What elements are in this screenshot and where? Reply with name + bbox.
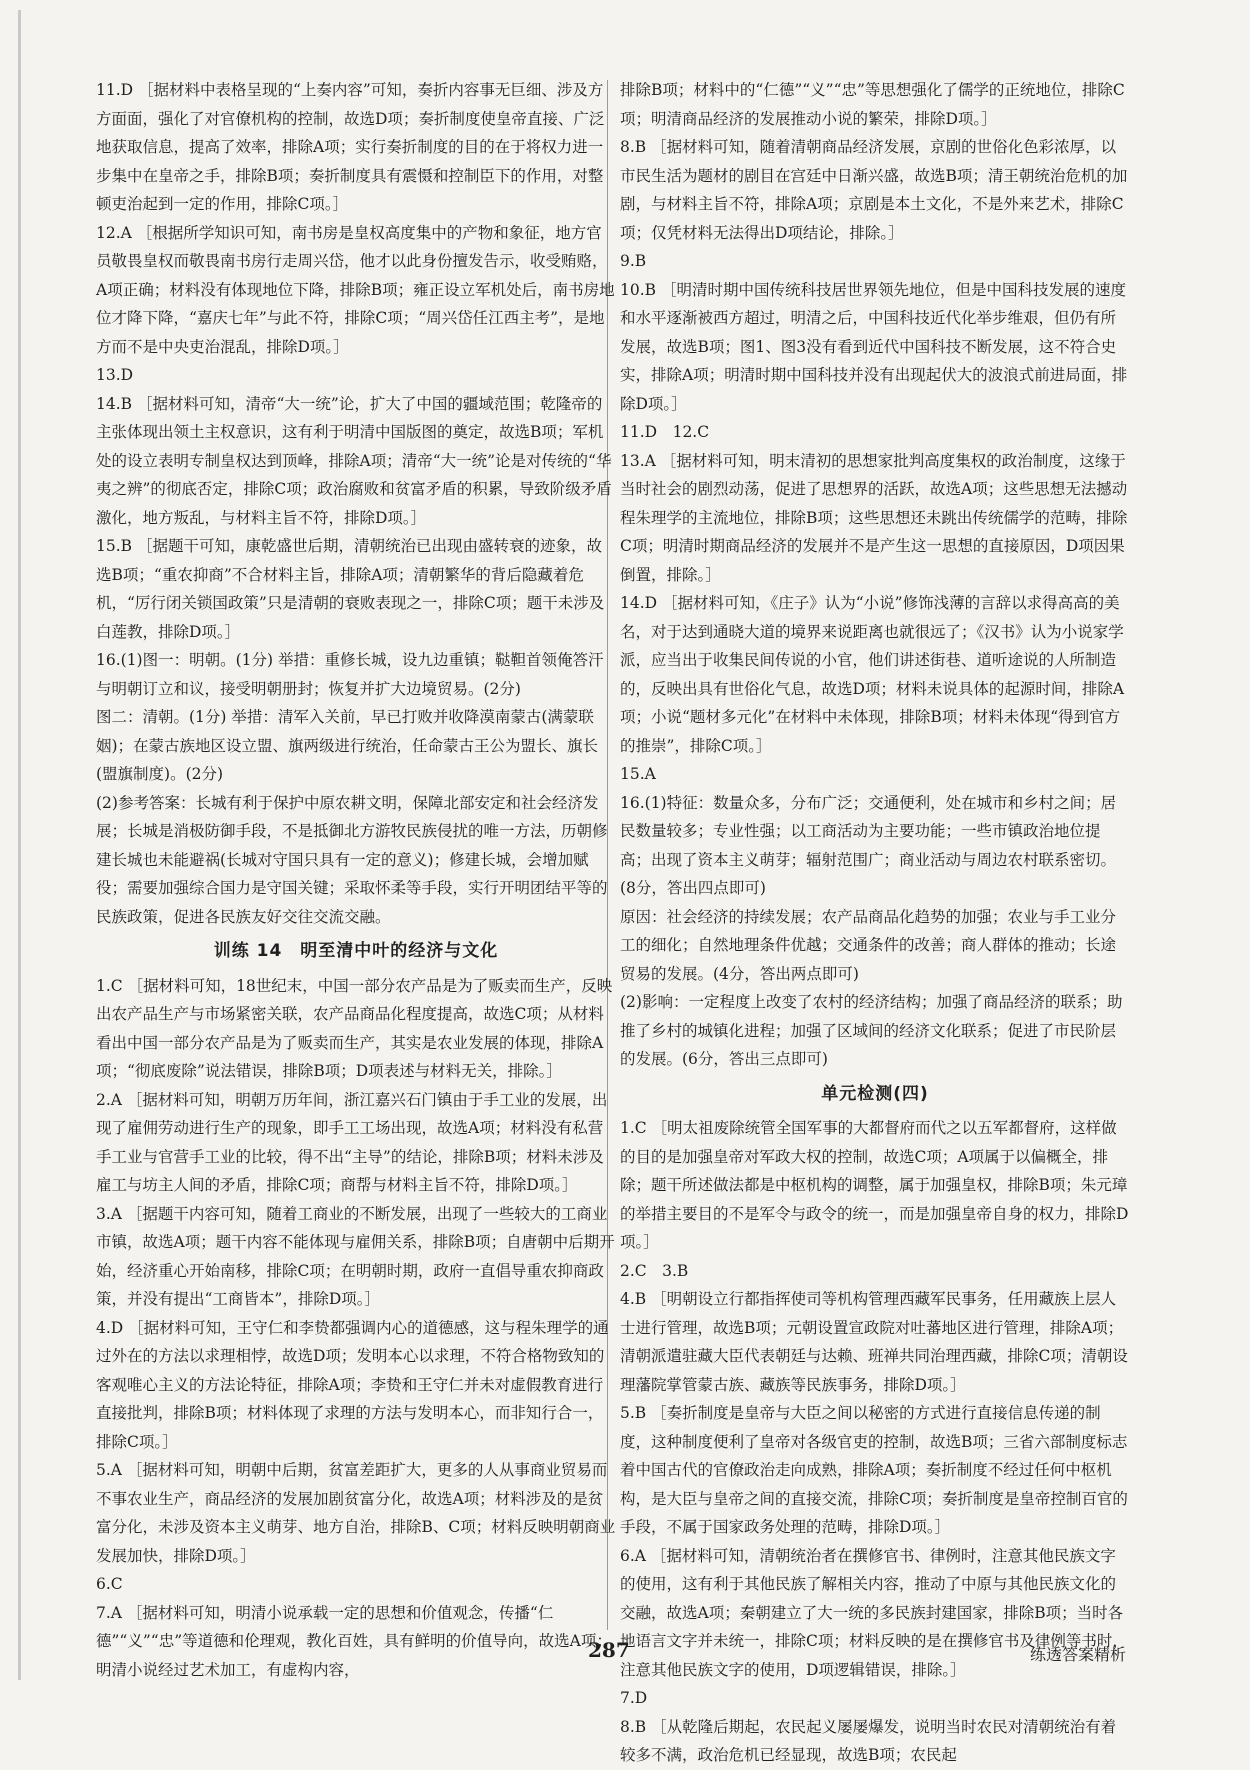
answer-item: 5.B ［奏折制度是皇帝与大臣之间以秘密的方式进行直接信息传递的制度，这种制度便利了皇帝对各级官吏的控制，故选B项；三省六部制度标志着中国古代的官僚政治走向成熟，排除A项；奏折制度不经过任何中枢机构，是大臣与皇帝之间的直接交流，排除C项；奏折制度是皇帝控制百官的手段，不属于国家政务处理的范畴，排除D项。］ bbox=[620, 1404, 1128, 1536]
answer-item: 14.D ［据材料可知，《庄子》认为“小说”修饰浅薄的言辞以求得高高的美名，对于达到通晓大道的境界来说距离也就很远了；《汉书》认为小说家学派，应当出于收集民间传说的小官，他们讲述街巷、道听途说的人所制造的，反映出具有世俗化气息，故选D项；材料未说具体的起源时间，排除A项；小说“题材多元化”在材料中未体现，排除B项；材料未体现“得到官方的推崇”，排除C项。］ bbox=[620, 594, 1125, 755]
answer-item: 4.B ［明朝设立行都指挥使司等机构管理西藏军民事务，任用藏族上层人士进行管理，故选B项；元朝设置宣政院对吐蕃地区进行管理，排除A项；清朝派遣驻藏大臣代表朝廷与达赖、班禅共同治理西藏，排除C项；清朝设理藩院掌管蒙古族、藏族等民族事务，排除D项。］ bbox=[620, 1290, 1128, 1394]
answer-item: 9.B bbox=[620, 252, 647, 270]
answer-item: 排除B项；材料中的“仁德”“义”“忠”等思想强化了儒学的正统地位，排除C项；明清商品经济的发展推动小说的繁荣，排除D项。］ bbox=[620, 81, 1125, 128]
answer-item: 8.B ［据材料可知，随着清朝商品经济发展，京剧的世俗化色彩浓厚，以市民生活为题材的剧目在宫廷中日渐兴盛，故选B项；清王朝统治危机的加剧，与材料主旨不符，排除A项；京剧是本土文化，不是外来艺术，排除C项；仅凭材料无法得出D项结论，排除。］ bbox=[620, 138, 1128, 242]
answer-item: 6.A ［据材料可知，清朝统治者在撰修官书、律例时，注意其他民族文字的使用，这有利于其他民族了解相关内容，推动了中原与其他民族文化的交融，故选A项；秦朝建立了大一统的多民族封建国家，排除B项；当时各地语言文字并未统一，排除C项；材料反映的是在撰修官书及律例等书时，注意其他民族文字的使用，D项逻辑错误，排除。］ bbox=[620, 1546, 1128, 1679]
answer-item: 2.A ［据材料可知，明朝万历年间，浙江嘉兴石门镇由于手工业的发展，出现了雇佣劳动进行生产的现象，即手工工场出现，故选A项；材料没有私营手工业与官营手工业的比较，得不出“主导”的结论，排除B项；材料未涉及雇工与坊主人间的矛盾，排除C项；商帮与材料主旨不符，排除D项。］ bbox=[96, 1090, 608, 1194]
answer-item: 8.B ［从乾隆后期起，农民起义屡屡爆发，说明当时农民对清朝统治有着较多不满，政治危机已经显现，故选B项；农民起 bbox=[620, 1717, 1117, 1764]
answer-item: 13.D bbox=[96, 366, 134, 384]
page-number: 287 bbox=[588, 1638, 630, 1662]
answer-item: 11.D ［据材料中表格呈现的“上奏内容”可知，奏折内容事无巨细、涉及方方面面，强化了对官僚机构的控制，故选D项；奏折制度使皇帝直接、广泛地获取信息，提高了效率，排除A项；实行奏折制度的目的在于将权力进一步集中在皇帝之手，排除B项；奏折制度具有震慑和控制臣下的作用，对整顿吏治起到一定的作用，排除C项。］ bbox=[96, 81, 605, 213]
section-heading: 训练 14 明至清中叶的经济与文化 bbox=[213, 941, 499, 961]
answer-item: 14.B ［据材料可知，清帝“大一统”论，扩大了中国的疆域范围；乾隆帝的主张体现出领土主权意识，这有利于明清中国版图的奠定，故选B项；军机处的设立表明专制皇权达到顶峰，排除A项；清帝“大一统”论是对传统的“华夷之辨”的彻底否定，排除C项；政治腐败和贫富矛盾的积累，导致阶级矛盾激化，地方叛乱，与材料主旨不符，排除D项。］ bbox=[96, 394, 612, 527]
answer-item: 12.A ［根据所学知识可知，南书房是皇权高度集中的产物和象征，地方官员敬畏皇权而敬畏南书房行走周兴岱，他才以此身份擅发告示，收受贿赂，A项正确；材料没有体现地位下降，排除B项；雍正设立军机处后，南书房地位才降下降，“嘉庆七年”与此不符，排除C项；“周兴岱任江西主考”，是地方而不是中央吏治混乱，排除D项。］ bbox=[96, 223, 615, 356]
left-column bbox=[96, 76, 616, 1684]
section-heading: 单元检测(四) bbox=[821, 1083, 929, 1104]
right-column bbox=[620, 76, 1130, 1770]
answer-item: 10.B ［明清时期中国传统科技居世界领先地位，但是中国科技发展的速度和水平逐渐被西方超过，明清之后，中国科技近代化举步维艰，但仍有所发展，故选B项；图1、图3没有看到近代中国科技不断发展，这不符合史实，排除A项；明清时期中国科技并没有出现起伏大的波浪式前进局面，排除D项。］ bbox=[620, 280, 1128, 413]
answer-item: 5.A ［据材料可知，明朝中后期，贫富差距扩大，更多的人从事商业贸易而不事农业生产，商品经济的发展加剧贫富分化，故选A项；材料涉及的是贫富分化，未涉及资本主义萌芽、地方自治，排除B、C项；材料反映明朝商业发展加快，排除D项。］ bbox=[96, 1461, 616, 1565]
answer-item: 7.D bbox=[620, 1689, 648, 1707]
answer-item: 2.C 3.B bbox=[620, 1261, 689, 1280]
footer-label: 练透答案精析 bbox=[1030, 1645, 1127, 1664]
answer-item: 4.D ［据材料可知，王守仁和李贽都强调内心的道德感，这与程朱理学的通过外在的方法以求理相悖，故选D项；发明本心以求理，不符合格物致知的客观唯心主义的方法论特征，排除A项；李贽和王守仁并未对虚假教育进行直接批判，排除B项；材料体现了求理的方法与发明本心，而非知行合一，排除C项。］ bbox=[96, 1318, 609, 1451]
answer-item: 1.C ［据材料可知，18世纪末，中国一部分农产品是为了贩卖而生产，反映出农产品生产与市场紧密关联，农产品商品化程度提高，故选C项；从材料看出中国一部分农产品是为了贩卖而生产，其实是农业发展的体现，排除A项；“彻底废除”说法错误，排除B项；D项表述与材料无关，排除。］ bbox=[96, 976, 613, 1080]
answer-item: 7.A ［据材料可知，明清小说承载一定的思想和价值观念，传播“仁德”“义”“忠”等道德和伦理观，教化百姓，具有鲜明的价值导向，故选A项；明清小说经过艺术加工，有虚构内容， bbox=[96, 1603, 612, 1679]
answer-item: 11.D 12.C bbox=[620, 423, 710, 441]
answer-item: 16.(1)图一：明朝。(1分) 举措：重修长城，设九边重镇；鞑靼首领俺答汗与明朝订立和议，接受明朝册封；恢复并扩大边境贸易。(2分) 图二：清朝。(1分) 举措：清军入关前，早已打败并收降漠南蒙古(满蒙联姻)；在蒙古族地区设立盟、旗两级进行统治，任命蒙古王公为盟长、旗长(盟旗制度)。(2分) (2)参考答案：长城有利于保护中原农耕文明，保障北部安定和社会经济发展；长城是消极防御手段，不是抵御北方游牧民族侵扰的唯一方法，历朝修建长城也未能避祸(长城对守国只具有一定的意义)；修建长城，会增加赋役；需要加强综合国力是守国关键；采取怀柔等手段，实行开明团结平等的民族政策，促进各民族友好交往交流交融。 bbox=[96, 651, 608, 926]
answer-item: 16.(1)特征：数量众多，分布广泛；交通便利，处在城市和乡村之间；居民数量较多；专业性强；以工商活动为主要功能；一些市镇政治地位提高；出现了资本主义萌芽；辐射范围广；商业活动与周边农村联系密切。(8分，答出四点即可) 原因：社会经济的持续发展；农产品商品化趋势的加强；农业与手工业分工的细化；自然地理条件优越；交通条件的改善；商人群体的推动；长途贸易的发展。(4分，答出两点即可) (2)影响：一定程度上改变了农村的经济结构；加强了商品经济的联系；助推了乡村的城镇化进程；加强了区域间的经济文化联系；促进了市民阶层的发展。(6分，答出三点即可) bbox=[620, 793, 1123, 1068]
answer-item: 6.C bbox=[96, 1575, 123, 1593]
answer-item: 15.B ［据题干可知，康乾盛世后期，清朝统治已出现由盛转衰的迹象，故选B项；“重农抑商”不合材料主旨，排除A项；清朝繁华的背后隐藏着危机，“厉行闭关锁国政策”只是清朝的衰败表现之一，排除C项；题干未涉及白莲教，排除D项。］ bbox=[96, 537, 605, 641]
answer-item: 1.C ［明太祖废除统管全国军事的大都督府而代之以五军都督府，这样做的目的是加强皇帝对军政大权的控制，故选C项；A项属于以偏概全，排除；题干所述做法都是中枢机构的调整，属于加强皇权，排除B项；朱元璋的举措主要目的不是军令与政令的统一，而是加强皇帝自身的权力，排除D项。］ bbox=[620, 1119, 1129, 1251]
answer-item: 3.A ［据题干内容可知，随着工商业的不断发展，出现了一些较大的工商业市镇，故选A项；题干内容不能体现与雇佣关系，排除B项；自唐朝中后期开始，经济重心开始南移，排除C项；在明朝时期，政府一直倡导重农抑商政策，并没有提出“工商皆本”，排除D项。］ bbox=[96, 1204, 615, 1308]
answer-item: 15.A bbox=[620, 765, 656, 783]
answer-item: 13.A ［据材料可知，明末清初的思想家批判高度集权的政治制度，这缘于当时社会的剧烈动荡，促进了思想界的活跃，故选A项；这些思想无法撼动程朱理学的主流地位，排除B项；这些思想还未跳出传统儒学的范畴，排除C项；明清时期商品经济的发展并不是产生这一思想的直接原因，D项因果倒置，排除。］ bbox=[620, 451, 1128, 584]
page-edge-shadow bbox=[18, 10, 21, 1680]
